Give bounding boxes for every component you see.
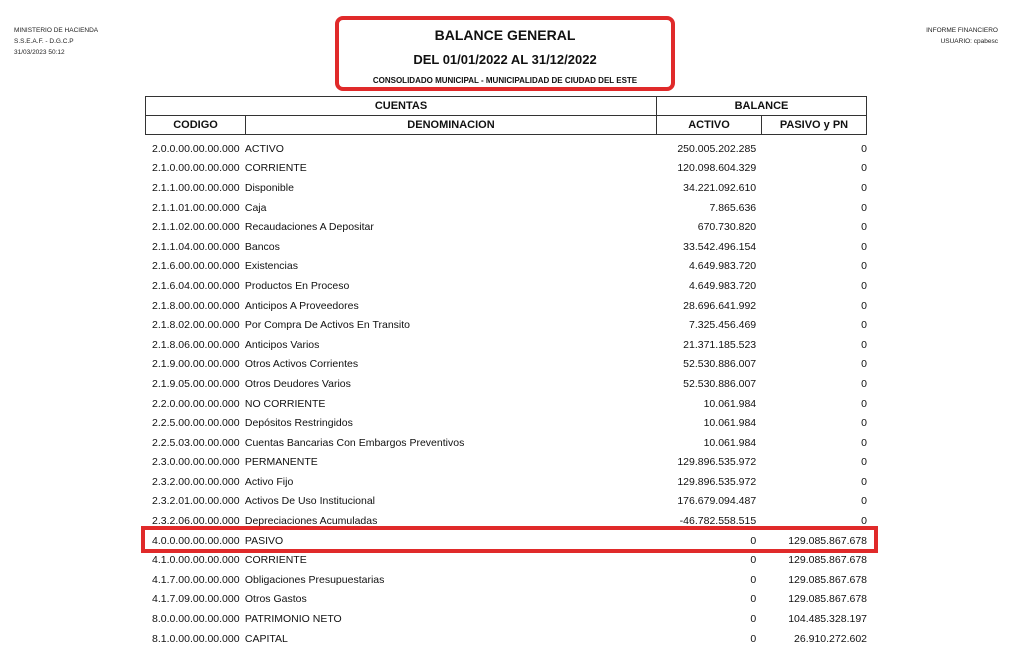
report-entity: CONSOLIDADO MUNICIPAL - MUNICIPALIDAD DE CIUDAD DEL ESTE	[372, 76, 638, 85]
pasivo-value-cell: 0	[861, 456, 868, 469]
table-row	[145, 217, 867, 237]
table-row	[145, 257, 867, 277]
account-code-cell: 2.1.1.04.00.00.000	[152, 240, 240, 253]
pasivo-value-cell: 129.085.867.678	[788, 593, 868, 606]
department-label: S.S.E.A.F. - D.G.C.P	[14, 38, 74, 45]
column-header-activo: ACTIVO	[656, 115, 762, 135]
activo-value-cell: 0	[750, 613, 757, 626]
table-row	[145, 139, 867, 159]
account-code-cell: 2.2.0.00.00.00.000	[152, 397, 240, 410]
pasivo-value-cell: 0	[861, 162, 868, 175]
table-row	[145, 315, 867, 335]
activo-value-cell: -46.782.558.515	[679, 515, 757, 528]
account-name-cell: CORRIENTE	[244, 162, 307, 175]
pasivo-value-cell: 0	[861, 436, 868, 449]
pasivo-value-cell: 0	[861, 397, 868, 410]
title-highlight-box	[335, 16, 675, 91]
report-period: DEL 01/01/2022 AL 31/12/2022	[413, 52, 597, 67]
account-code-cell: 2.1.9.05.00.00.000	[152, 377, 240, 390]
table-row	[145, 374, 867, 394]
account-code-cell: 8.1.0.00.00.00.000	[152, 632, 240, 645]
report-type-label: INFORME FINANCIERO	[926, 27, 998, 34]
account-name-cell: PERMANENTE	[244, 456, 318, 469]
account-name-cell: Existencias	[244, 260, 298, 273]
activo-value-cell: 52.530.886.007	[683, 358, 757, 371]
account-code-cell: 2.1.1.00.00.00.000	[152, 181, 240, 194]
table-row	[145, 355, 867, 375]
activo-value-cell: 0	[750, 554, 757, 567]
account-name-cell: PATRIMONIO NETO	[244, 613, 342, 626]
activo-value-cell: 0	[750, 593, 757, 606]
account-code-cell: 2.2.5.03.00.00.000	[152, 436, 240, 449]
account-name-cell: NO CORRIENTE	[244, 397, 326, 410]
pasivo-row-highlight	[141, 526, 878, 553]
account-name-cell: Disponible	[244, 181, 294, 194]
pasivo-value-cell: 0	[861, 495, 868, 508]
account-name-cell: Activo Fijo	[244, 475, 294, 488]
activo-value-cell: 120.098.604.329	[677, 162, 757, 175]
account-name-cell: PASIVO	[244, 534, 284, 547]
activo-value-cell: 10.061.984	[703, 436, 757, 449]
account-code-cell: 4.1.7.00.00.00.000	[152, 573, 240, 586]
column-header-pasivo: PASIVO y PN	[761, 115, 867, 135]
account-code-cell: 8.0.0.00.00.00.000	[152, 613, 240, 626]
group-header-row	[145, 96, 867, 115]
activo-value-cell: 52.530.886.007	[683, 377, 757, 390]
table-row	[145, 394, 867, 414]
account-name-cell: Productos En Proceso	[244, 279, 350, 292]
table-row	[145, 609, 867, 629]
account-code-cell: 2.1.8.00.00.00.000	[152, 299, 240, 312]
account-code-cell: 4.1.7.09.00.00.000	[152, 593, 240, 606]
pasivo-value-cell: 0	[861, 417, 868, 430]
pasivo-value-cell: 0	[861, 338, 868, 351]
pasivo-value-cell: 0	[861, 475, 868, 488]
column-header-row	[145, 115, 867, 134]
pasivo-value-cell: 0	[861, 221, 868, 234]
pasivo-value-cell: 0	[861, 299, 868, 312]
activo-value-cell: 33.542.496.154	[683, 240, 757, 253]
activo-value-cell: 28.696.641.992	[683, 299, 757, 312]
activo-value-cell: 7.865.636	[709, 201, 757, 214]
account-code-cell: 2.1.9.00.00.00.000	[152, 358, 240, 371]
user-label: USUARIO: cpabesc	[940, 38, 998, 45]
account-code-cell: 2.1.6.00.00.00.000	[152, 260, 240, 273]
activo-value-cell: 4.649.983.720	[689, 260, 757, 273]
activo-value-cell: 176.679.094.487	[677, 495, 757, 508]
account-code-cell: 4.1.0.00.00.00.000	[152, 554, 240, 567]
print-timestamp: 31/03/2023 50:12	[14, 49, 65, 56]
account-name-cell: Depreciaciones Acumuladas	[244, 515, 378, 528]
account-name-cell: Otros Gastos	[244, 593, 307, 606]
pasivo-value-cell: 0	[861, 260, 868, 273]
account-code-cell: 2.1.1.01.00.00.000	[152, 201, 240, 214]
table-row	[145, 296, 867, 316]
account-name-cell: Bancos	[244, 240, 280, 253]
table-row	[145, 433, 867, 453]
column-header-denominacion: DENOMINACION	[245, 115, 657, 135]
pasivo-value-cell: 0	[861, 358, 868, 371]
account-name-cell: Anticipos Varios	[244, 338, 320, 351]
pasivo-value-cell: 129.085.867.678	[788, 554, 868, 567]
activo-value-cell: 129.896.535.972	[677, 456, 757, 469]
pasivo-value-cell: 0	[861, 181, 868, 194]
table-row	[145, 590, 867, 610]
account-name-cell: Por Compra De Activos En Transito	[244, 319, 411, 332]
pasivo-value-cell: 0	[861, 279, 868, 292]
pasivo-value-cell: 104.485.328.197	[788, 613, 868, 626]
pasivo-value-cell: 0	[861, 377, 868, 390]
report-title: BALANCE GENERAL	[434, 27, 576, 43]
table-row	[145, 198, 867, 218]
account-name-cell: Anticipos A Proveedores	[244, 299, 359, 312]
table-row	[145, 178, 867, 198]
account-name-cell: Cuentas Bancarias Con Embargos Preventivos	[244, 436, 465, 449]
account-name-cell: Recaudaciones A Depositar	[244, 221, 374, 234]
account-code-cell: 2.3.2.00.00.00.000	[152, 475, 240, 488]
pasivo-value-cell: 0	[861, 142, 868, 155]
account-name-cell: Obligaciones Presupuestarias	[244, 573, 385, 586]
pasivo-value-cell: 0	[861, 201, 868, 214]
header-right-block	[926, 25, 998, 47]
table-row	[145, 413, 867, 433]
table-row	[145, 159, 867, 179]
activo-value-cell: 129.896.535.972	[677, 475, 757, 488]
ministry-label: MINISTERIO DE HACIENDA	[14, 27, 99, 34]
activo-value-cell: 0	[750, 632, 757, 645]
account-code-cell: 2.3.2.06.00.00.000	[152, 515, 240, 528]
activo-value-cell: 10.061.984	[703, 397, 757, 410]
account-name-cell: Otros Activos Corrientes	[244, 358, 359, 371]
account-code-cell: 4.0.0.00.00.00.000	[152, 534, 240, 547]
account-code-cell: 2.1.6.04.00.00.000	[152, 279, 240, 292]
account-code-cell: 2.1.8.06.00.00.000	[152, 338, 240, 351]
activo-value-cell: 250.005.202.285	[677, 142, 757, 155]
account-name-cell: CORRIENTE	[244, 554, 307, 567]
account-name-cell: CAPITAL	[244, 632, 288, 645]
table-row	[145, 550, 867, 570]
header-left-block	[14, 25, 98, 58]
pasivo-value-cell: 129.085.867.678	[788, 573, 868, 586]
table-row	[145, 453, 867, 473]
pasivo-value-cell: 129.085.867.678	[788, 534, 868, 547]
table-row	[145, 276, 867, 296]
account-code-cell: 2.2.5.00.00.00.000	[152, 417, 240, 430]
account-name-cell: ACTIVO	[244, 142, 284, 155]
activo-value-cell: 0	[750, 573, 757, 586]
account-name-cell: Depósitos Restringidos	[244, 417, 353, 430]
table-row	[145, 570, 867, 590]
account-name-cell: Caja	[244, 201, 267, 214]
group-header-balance: BALANCE	[656, 96, 867, 116]
table-row	[145, 472, 867, 492]
account-code-cell: 2.0.0.00.00.00.000	[152, 142, 240, 155]
activo-value-cell: 0	[750, 534, 757, 547]
account-code-cell: 2.1.0.00.00.00.000	[152, 162, 240, 175]
pasivo-value-cell: 26.910.272.602	[794, 632, 868, 645]
table-row	[145, 629, 867, 649]
pasivo-value-cell: 0	[861, 515, 868, 528]
activo-value-cell: 670.730.820	[697, 221, 757, 234]
account-name-cell: Activos De Uso Institucional	[244, 495, 376, 508]
account-code-cell: 2.3.0.00.00.00.000	[152, 456, 240, 469]
table-row	[145, 335, 867, 355]
account-code-cell: 2.1.8.02.00.00.000	[152, 319, 240, 332]
balance-table	[145, 96, 867, 648]
activo-value-cell: 4.649.983.720	[689, 279, 757, 292]
activo-value-cell: 10.061.984	[703, 417, 757, 430]
table-row	[145, 492, 867, 512]
account-name-cell: Otros Deudores Varios	[244, 377, 351, 390]
account-code-cell: 2.3.2.01.00.00.000	[152, 495, 240, 508]
activo-value-cell: 21.371.185.523	[683, 338, 757, 351]
activo-value-cell: 7.325.456.469	[689, 319, 757, 332]
table-row	[145, 237, 867, 257]
account-code-cell: 2.1.1.02.00.00.000	[152, 221, 240, 234]
column-header-codigo: CODIGO	[145, 115, 246, 135]
activo-value-cell: 34.221.092.610	[683, 181, 757, 194]
group-header-cuentas: CUENTAS	[145, 96, 657, 116]
pasivo-value-cell: 0	[861, 319, 868, 332]
table-body	[145, 139, 867, 648]
pasivo-value-cell: 0	[861, 240, 868, 253]
